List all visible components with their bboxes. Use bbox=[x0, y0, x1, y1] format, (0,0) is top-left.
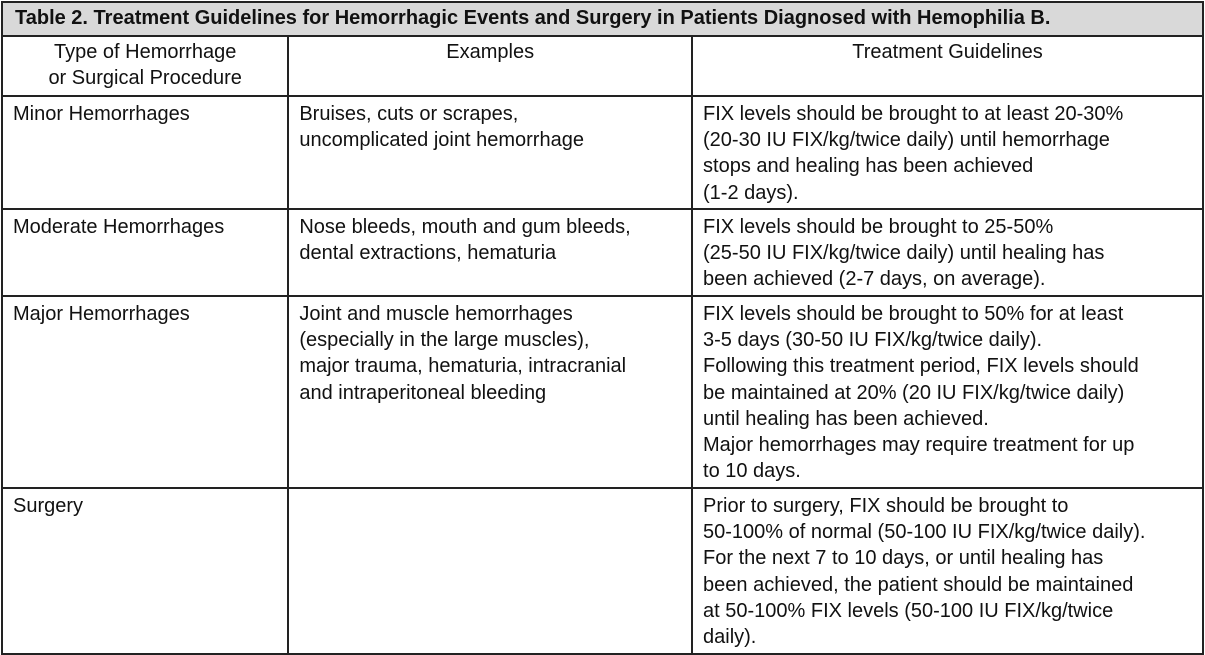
cell-guidelines bbox=[692, 209, 1203, 296]
table-row bbox=[2, 488, 1203, 654]
cell-line: to 10 days. bbox=[703, 460, 801, 483]
treatment-guidelines-table bbox=[1, 1, 1204, 655]
cell-line: Prior to surgery, FIX should be brought to bbox=[703, 495, 1069, 517]
cell-line: Major hemorrhages may require treatment for up bbox=[703, 434, 1135, 457]
cell-line: Joint and muscle hemorrhages bbox=[299, 303, 573, 325]
cell-type bbox=[2, 488, 288, 654]
cell-examples bbox=[288, 209, 692, 296]
cell-line: FIX levels should be brought to 50% for at least bbox=[703, 303, 1124, 325]
cell-line: (especially in the large muscles), bbox=[299, 329, 590, 352]
cell-guidelines bbox=[692, 96, 1203, 209]
cell-line: been achieved, the patient should be maintained bbox=[703, 573, 1134, 596]
cell-line: be maintained at 20% (20 IU FIX/kg/twice daily) bbox=[703, 381, 1125, 404]
header-guidelines bbox=[692, 36, 1203, 96]
cell-line: FIX levels should be brought to 25-50% bbox=[703, 216, 1054, 238]
table-row bbox=[2, 209, 1203, 296]
cell-examples bbox=[288, 296, 692, 488]
table-caption: Table 2. Treatment Guidelines for Hemorrhagic Events and Surgery in Patients Diagnosed with Hemophilia B. bbox=[2, 2, 1203, 36]
cell-line: 3-5 days (30-50 IU FIX/kg/twice daily). bbox=[703, 329, 1043, 352]
cell-type bbox=[2, 96, 288, 209]
cell-line: major trauma, hematuria, intracranial bbox=[299, 355, 627, 378]
cell-line: daily). bbox=[703, 626, 757, 649]
cell-line: Surgery bbox=[13, 495, 84, 517]
cell-examples bbox=[288, 96, 692, 209]
cell-line: Major Hemorrhages bbox=[13, 303, 190, 325]
cell-line: until healing has been achieved. bbox=[703, 407, 989, 430]
header-row bbox=[2, 36, 1203, 96]
cell-line: 50-100% of normal (50-100 IU FIX/kg/twice daily). bbox=[703, 521, 1146, 544]
cell-line: (25-50 IU FIX/kg/twice daily) until healing has bbox=[703, 242, 1105, 265]
cell-line: For the next 7 to 10 days, or until healing has bbox=[703, 547, 1104, 570]
header-type-line: or Surgical Procedure bbox=[48, 67, 242, 90]
header-type-line: Type of Hemorrhage bbox=[54, 41, 237, 63]
cell-line: and intraperitoneal bleeding bbox=[299, 381, 547, 404]
cell-line: Bruises, cuts or scrapes, bbox=[299, 103, 519, 125]
cell-line: at 50-100% FIX levels (50-100 IU FIX/kg/twice bbox=[703, 599, 1114, 622]
table-row bbox=[2, 96, 1203, 209]
cell-line: Following this treatment period, FIX levels should bbox=[703, 355, 1139, 378]
cell-line: been achieved (2-7 days, on average). bbox=[703, 268, 1046, 291]
cell-guidelines bbox=[692, 296, 1203, 488]
cell-line: uncomplicated joint hemorrhage bbox=[299, 129, 584, 152]
cell-line: FIX levels should be brought to at least 20-30% bbox=[703, 103, 1124, 125]
header-examples bbox=[288, 36, 692, 96]
cell-line: Moderate Hemorrhages bbox=[13, 216, 225, 238]
header-guidelines-line: Treatment Guidelines bbox=[852, 41, 1043, 63]
cell-line: (1-2 days). bbox=[703, 181, 799, 204]
cell-line: stops and healing has been achieved bbox=[703, 155, 1034, 178]
document-page bbox=[0, 1, 1205, 647]
cell-line: Nose bleeds, mouth and gum bleeds, bbox=[299, 216, 631, 238]
table-row bbox=[2, 296, 1203, 488]
cell-type bbox=[2, 296, 288, 488]
cell-guidelines bbox=[692, 488, 1203, 654]
cell-examples bbox=[288, 488, 692, 654]
caption-row bbox=[2, 2, 1203, 36]
cell-type bbox=[2, 209, 288, 296]
cell-line: (20-30 IU FIX/kg/twice daily) until hemorrhage bbox=[703, 129, 1110, 152]
cell-line: dental extractions, hematuria bbox=[299, 242, 557, 265]
header-type bbox=[2, 36, 288, 96]
cell-line: Minor Hemorrhages bbox=[13, 103, 190, 125]
header-examples-line: Examples bbox=[446, 41, 535, 63]
